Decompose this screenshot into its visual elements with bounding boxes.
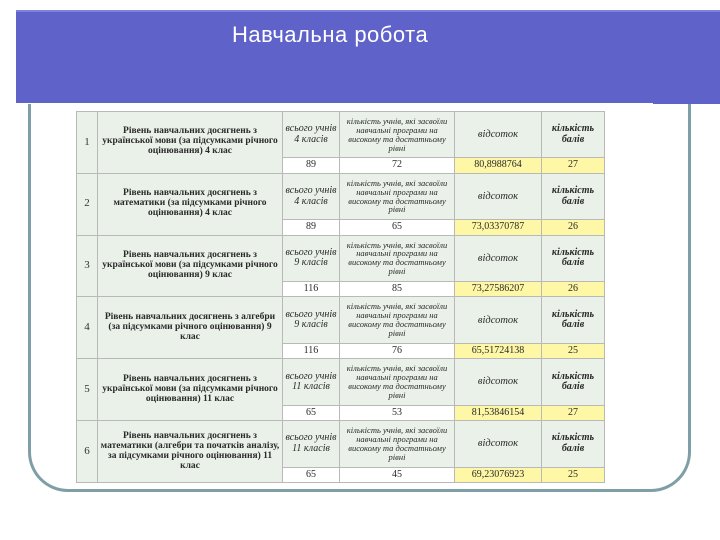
achievers-count-label: кількість учнів, які засвоїли навчальні програми на високому та достатньому рівні (340, 235, 455, 281)
points-label: кількість балів (542, 421, 605, 467)
table-row (77, 112, 605, 158)
level-description: Рівень навчальних досягнень з алгебри (за підсумками річного оцінювання) 9 клас (98, 297, 283, 359)
level-description: Рівень навчальних досягнень з української мови (за підсумками річного оцінювання) 4 клас (98, 112, 283, 174)
total-students-value: 65 (283, 467, 340, 482)
total-students-value: 65 (283, 405, 340, 420)
percent-value: 81,53846154 (455, 405, 542, 420)
achievers-count-value: 65 (340, 220, 455, 235)
percent-value: 65,51724138 (455, 343, 542, 358)
points-value: 25 (542, 467, 605, 482)
achievers-count-label: кількість учнів, які засвоїли навчальні програми на високому та достатньому рівні (340, 173, 455, 219)
achievers-count-label: кількість учнів, які засвоїли навчальні програми на високому та достатньому рівні (340, 297, 455, 343)
table-row (77, 297, 605, 343)
points-label: кількість балів (542, 173, 605, 219)
total-students-label: всього учнів 4 класів (283, 112, 340, 158)
level-description: Рівень навчальних досягнень з української мови (за підсумками річного оцінювання) 11 клас (98, 359, 283, 421)
achievers-count-value: 53 (340, 405, 455, 420)
total-students-label: всього учнів 11 класів (283, 359, 340, 405)
total-students-value: 89 (283, 158, 340, 173)
row-number: 1 (77, 112, 98, 174)
total-students-value: 116 (283, 343, 340, 358)
achievers-count-label: кількість учнів, які засвоїли навчальні програми на високому та достатньому рівні (340, 359, 455, 405)
achievers-count-label: кількість учнів, які засвоїли навчальні програми на високому та достатньому рівні (340, 421, 455, 467)
total-students-label: всього учнів 11 класів (283, 421, 340, 467)
total-students-value: 89 (283, 220, 340, 235)
level-description: Рівень навчальних досягнень з математики (за підсумками річного оцінювання) 4 клас (98, 173, 283, 235)
percent-value: 69,23076923 (455, 467, 542, 482)
points-value: 26 (542, 282, 605, 297)
row-number: 5 (77, 359, 98, 421)
row-number: 4 (77, 297, 98, 359)
row-number: 2 (77, 173, 98, 235)
results-table (76, 111, 605, 483)
achievers-count-value: 85 (340, 282, 455, 297)
slide-title: Навчальна робота (232, 22, 429, 47)
table-row (77, 173, 605, 219)
total-students-label: всього учнів 9 класів (283, 297, 340, 343)
points-label: кількість балів (542, 112, 605, 158)
results-table-body (77, 112, 605, 483)
points-label: кількість балів (542, 359, 605, 405)
achievers-count-value: 45 (340, 467, 455, 482)
percent-label: відсоток (455, 421, 542, 467)
achievers-count-value: 76 (340, 343, 455, 358)
percent-label: відсоток (455, 112, 542, 158)
points-value: 26 (542, 220, 605, 235)
percent-label: відсоток (455, 173, 542, 219)
percent-value: 73,27586207 (455, 282, 542, 297)
percent-label: відсоток (455, 235, 542, 281)
table-row (77, 235, 605, 281)
points-label: кількість балів (542, 235, 605, 281)
total-students-value: 116 (283, 282, 340, 297)
points-value: 27 (542, 158, 605, 173)
achievers-count-label: кількість учнів, які засвоїли навчальні програми на високому та достатньому рівні (340, 112, 455, 158)
points-label: кількість балів (542, 297, 605, 343)
percent-label: відсоток (455, 359, 542, 405)
percent-value: 73,03370787 (455, 220, 542, 235)
percent-value: 80,8988764 (455, 158, 542, 173)
table-row (77, 359, 605, 405)
level-description: Рівень навчальних досягнень з математики (алгебри та початків аналізу, за підсумками річного оцінювання) 11 клас (98, 421, 283, 483)
achievers-count-value: 72 (340, 158, 455, 173)
points-value: 25 (542, 343, 605, 358)
row-number: 6 (77, 421, 98, 483)
row-number: 3 (77, 235, 98, 297)
level-description: Рівень навчальних досягнень з української мови (за підсумками річного оцінювання) 9 клас (98, 235, 283, 297)
percent-label: відсоток (455, 297, 542, 343)
points-value: 27 (542, 405, 605, 420)
total-students-label: всього учнів 9 класів (283, 235, 340, 281)
total-students-label: всього учнів 4 класів (283, 173, 340, 219)
table-row (77, 421, 605, 467)
slide-header (0, 0, 720, 105)
